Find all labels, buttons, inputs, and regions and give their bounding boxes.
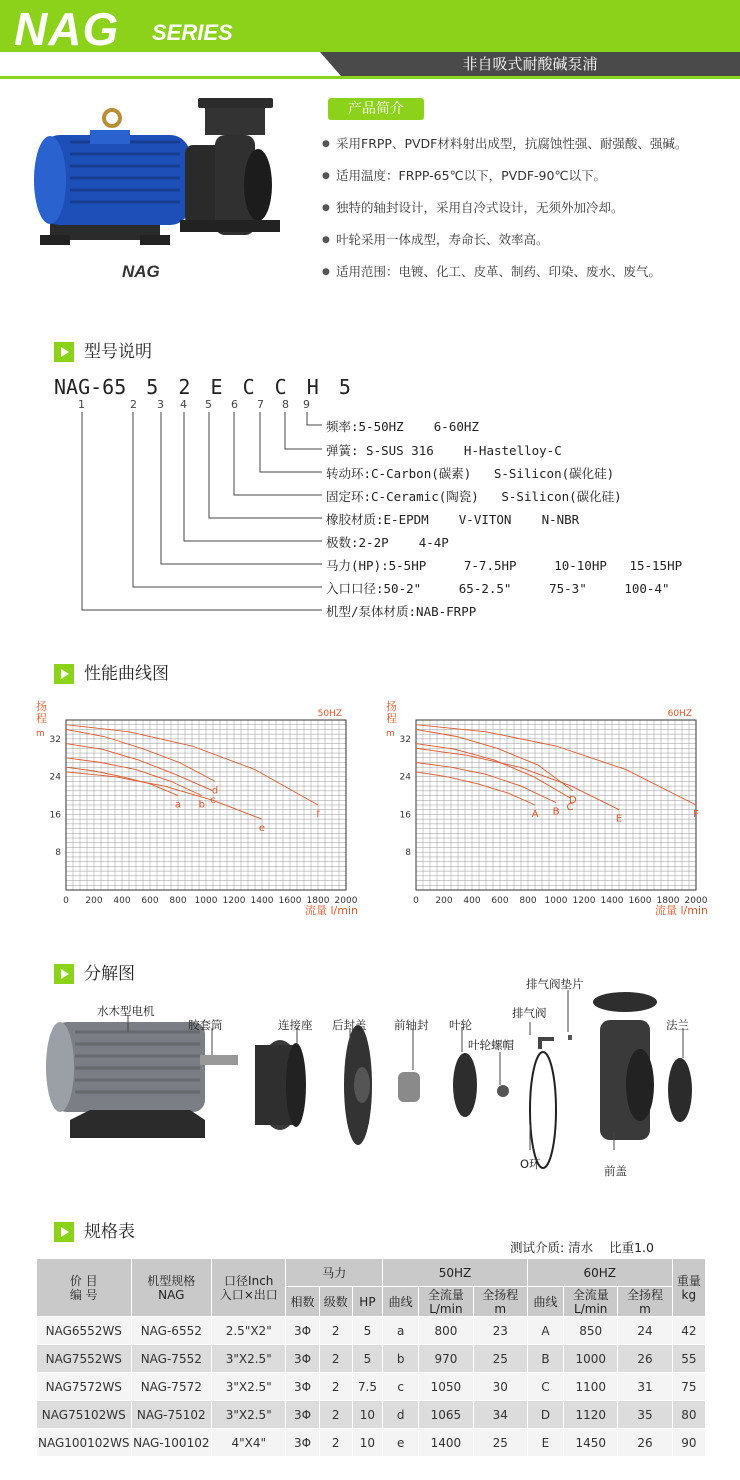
table-cell: a (383, 1317, 419, 1345)
model-code (54, 375, 351, 399)
pump-image (30, 90, 280, 270)
table-cell: 2 (319, 1401, 352, 1429)
x-tick-label: 1600 (628, 896, 652, 906)
curve-label: a (174, 799, 182, 811)
table-cell: 3"X2.5" (212, 1345, 286, 1373)
y-tick-label: 32 (399, 734, 411, 745)
y-axis-label: 扬 (386, 700, 397, 713)
section-title: 分解图 (84, 964, 135, 984)
x-tick-label: 1000 (544, 896, 568, 906)
y-tick-label: 32 (49, 734, 61, 745)
model-part: E (210, 375, 223, 399)
header-50hz: 50HZ (383, 1259, 528, 1287)
play-icon (54, 1222, 74, 1242)
model-part: H (306, 375, 319, 399)
x-tick-label: 1400 (250, 896, 274, 906)
curve-label: d (211, 785, 219, 797)
y-tick-label: 16 (399, 810, 411, 821)
position-number: 7 (257, 398, 264, 411)
x-tick-label: 200 (85, 896, 103, 906)
header-flow: 全流量 L/min (564, 1287, 618, 1317)
table-cell: NAG-7572 (131, 1373, 211, 1401)
position-number: 6 (231, 398, 238, 411)
header-curve: 曲线 (383, 1287, 419, 1317)
series-logo: NAG (14, 3, 120, 55)
label-motor: 水木型电机 (97, 1004, 155, 1018)
table-cell: B (527, 1345, 563, 1373)
intro-badge: 产品简介 (328, 98, 424, 120)
label-rear-cover: 后封盖 (332, 1018, 367, 1032)
header-model: 机型规格 NAG (131, 1259, 211, 1317)
table-cell: A (527, 1317, 563, 1345)
table-cell: b (383, 1345, 419, 1373)
model-part: NAG-65 (54, 375, 127, 399)
table-cell: 1120 (564, 1401, 618, 1429)
table-cell: 10 (352, 1401, 382, 1429)
model-desc-line: 弹簧: S-SUS 316 H-Hastelloy-C (326, 443, 562, 458)
table-cell: c (383, 1373, 419, 1401)
table-cell: 80 (672, 1401, 705, 1429)
table-cell: NAG-100102 (131, 1429, 211, 1457)
table-cell: 42 (672, 1317, 705, 1345)
header-flow: 全流量 L/min (419, 1287, 473, 1317)
table-cell: 2 (319, 1429, 352, 1457)
intro-list (322, 136, 732, 296)
table-cell: 1400 (419, 1429, 473, 1457)
label-sleeve: 胶套筒 (188, 1018, 223, 1032)
curve-label: B (552, 806, 560, 818)
table-cell: 75 (672, 1373, 705, 1401)
table-cell: E (527, 1429, 563, 1457)
table-cell: NAG-6552 (131, 1317, 211, 1345)
table-cell: 35 (618, 1401, 672, 1429)
y-axis-label: 程 (36, 712, 47, 725)
performance-chart-50hz (28, 696, 368, 926)
model-part: 2 (178, 375, 191, 399)
curve-label: D (568, 794, 577, 806)
x-tick-label: 1200 (222, 896, 246, 906)
x-axis-label: 流量 l/min (304, 904, 358, 917)
model-desc-line: 频率:5-50HZ 6-60HZ (326, 419, 479, 434)
table-cell: 55 (672, 1345, 705, 1373)
play-icon (54, 342, 74, 362)
chart-title: 50HZ (317, 709, 342, 719)
table-cell: 24 (618, 1317, 672, 1345)
x-tick-label: 1400 (600, 896, 624, 906)
table-cell: NAG75102WS (37, 1401, 132, 1429)
header-poles: 级数 (319, 1287, 352, 1317)
table-cell: e (383, 1429, 419, 1457)
y-tick-label: 8 (55, 848, 61, 859)
header-phase: 相数 (286, 1287, 319, 1317)
model-desc-line: 极数:2-2P 4-4P (326, 535, 449, 550)
label-impeller-nut: 叶轮螺帽 (468, 1038, 514, 1052)
table-row (37, 1373, 706, 1401)
position-number: 1 (78, 398, 85, 411)
model-desc-line: 转动环:C-Carbon(碳素) S-Silicon(碳化硅) (326, 466, 615, 481)
table-cell: 7.5 (352, 1373, 382, 1401)
label-connector: 连接座 (278, 1018, 313, 1032)
table-cell: 3"X2.5" (212, 1373, 286, 1401)
table-cell: 5 (352, 1345, 382, 1373)
y-axis-label: 程 (386, 712, 397, 725)
label-impeller: 叶轮 (449, 1018, 472, 1032)
label-flange: 法兰 (666, 1018, 689, 1032)
curve-label: f (316, 809, 320, 820)
x-tick-label: 1200 (572, 896, 596, 906)
subtitle: 非自吸式耐酸碱泵浦 (462, 55, 598, 73)
y-tick-label: 24 (49, 772, 61, 783)
model-part: 5 (338, 375, 351, 399)
table-cell: 2.5"X2" (212, 1317, 286, 1345)
table-cell: 23 (473, 1317, 527, 1345)
table-cell: 3Φ (286, 1401, 319, 1429)
position-number: 3 (157, 398, 164, 411)
model-part: 5 (146, 375, 159, 399)
table-cell: NAG6552WS (37, 1317, 132, 1345)
table-cell: 3Φ (286, 1429, 319, 1457)
table-cell: 31 (618, 1373, 672, 1401)
table-cell: 1000 (564, 1345, 618, 1373)
table-cell: 1050 (419, 1373, 473, 1401)
table-cell: 26 (618, 1429, 672, 1457)
model-part: C (274, 375, 287, 399)
table-cell: 25 (473, 1345, 527, 1373)
model-desc-line: 橡胶材质:E-EPDM V-VITON N-NBR (326, 512, 580, 527)
curve-label: C (566, 801, 574, 813)
position-number: 9 (303, 398, 310, 411)
curve-label: F (693, 809, 699, 820)
table-cell: D (527, 1401, 563, 1429)
model-desc-line: 固定环:C-Ceramic(陶瓷) S-Silicon(碳化硅) (326, 489, 622, 504)
x-tick-label: 600 (491, 896, 509, 906)
x-tick-label: 0 (413, 896, 419, 906)
position-number: 4 (180, 398, 187, 411)
table-cell: 800 (419, 1317, 473, 1345)
label-o-ring: O环 (520, 1157, 541, 1171)
table-cell: 34 (473, 1401, 527, 1429)
y-tick-label: 8 (405, 848, 411, 859)
section-title: 型号说明 (84, 342, 152, 362)
position-number: 5 (205, 398, 212, 411)
chart-title: 60HZ (667, 709, 692, 719)
x-axis-label: 流量 l/min (654, 904, 708, 917)
intro-item: ● 适用温度：FRPP-65℃以下，PVDF-90℃以下。 (322, 168, 732, 200)
x-tick-label: 2000 (334, 896, 358, 906)
table-cell: 2 (319, 1317, 352, 1345)
table-cell: 1450 (564, 1429, 618, 1457)
table-cell: NAG7572WS (37, 1373, 132, 1401)
header-divider (0, 76, 740, 79)
model-desc-line: 机型/泵体材质:NAB-FRPP (326, 604, 477, 619)
table-cell: d (383, 1401, 419, 1429)
performance-chart-60hz (378, 696, 718, 926)
y-tick-label: 24 (399, 772, 411, 783)
label-front-seal: 前轴封 (394, 1018, 429, 1032)
curve-label: A (531, 809, 539, 820)
x-tick-label: 800 (519, 896, 537, 906)
table-cell: 4"X4" (212, 1429, 286, 1457)
curve-label: b (198, 799, 205, 811)
curve-label: E (615, 813, 623, 825)
model-desc-line: 马力(HP):5-5HP 7-7.5HP 10-10HP 15-15HP (326, 558, 683, 573)
label-vent-valve: 排气阀 (512, 1006, 547, 1020)
table-cell: 2 (319, 1345, 352, 1373)
table-cell: 2 (319, 1373, 352, 1401)
header-hp-group: 马力 (286, 1259, 383, 1287)
curve-label: e (258, 823, 266, 835)
series-logo-sub: SERIES (152, 20, 233, 45)
y-axis-label: 扬 (36, 700, 47, 713)
table-cell: 26 (618, 1345, 672, 1373)
exploded-view-diagram (0, 960, 740, 1200)
header-head: 全扬程 m (618, 1287, 672, 1317)
table-cell: 30 (473, 1373, 527, 1401)
header-item-no: 价 目 编 号 (37, 1259, 132, 1317)
intro-item: ● 采用FRPP、PVDF材料射出成型，抗腐蚀性强、耐强酸、强碱。 (322, 136, 732, 168)
x-tick-label: 2000 (684, 896, 708, 906)
table-cell: 1065 (419, 1401, 473, 1429)
table-cell: NAG100102WS (37, 1429, 132, 1457)
label-vent-gasket: 排气阀垫片 (526, 977, 584, 991)
header-hp: HP (352, 1287, 382, 1317)
x-tick-label: 1600 (278, 896, 302, 906)
test-medium-note: 测试介质: 清水 比重1.0 (510, 1240, 654, 1255)
position-number: 8 (282, 398, 289, 411)
table-cell: 3Φ (286, 1345, 319, 1373)
play-icon (54, 664, 74, 684)
header-weight: 重量 kg (672, 1259, 705, 1317)
table-cell: 3Φ (286, 1317, 319, 1345)
header-accent (320, 44, 740, 52)
x-tick-label: 200 (435, 896, 453, 906)
table-row (37, 1429, 706, 1457)
curve-label: c (210, 794, 216, 806)
table-row (37, 1345, 706, 1373)
label-front-cover: 前盖 (604, 1164, 627, 1178)
table-cell: 3Φ (286, 1373, 319, 1401)
table-cell: 90 (672, 1429, 705, 1457)
intro-item: ● 独特的轴封设计，采用自冷式设计，无须外加冷却。 (322, 200, 732, 232)
position-number: 2 (130, 398, 137, 411)
y-tick-label: 16 (49, 810, 61, 821)
table-cell: NAG-7552 (131, 1345, 211, 1373)
model-part: C (242, 375, 255, 399)
table-cell: 850 (564, 1317, 618, 1345)
table-cell: 25 (473, 1429, 527, 1457)
x-tick-label: 0 (63, 896, 69, 906)
header-port: 口径Inch 入口×出口 (212, 1259, 286, 1317)
page-header (0, 0, 740, 80)
x-tick-label: 1800 (656, 896, 680, 906)
table-cell: 3"X2.5" (212, 1401, 286, 1429)
header-60hz: 60HZ (527, 1259, 672, 1287)
table-cell: 1100 (564, 1373, 618, 1401)
table-cell: C (527, 1373, 563, 1401)
section-title: 规格表 (84, 1222, 135, 1242)
x-tick-label: 600 (141, 896, 159, 906)
table-cell: 970 (419, 1345, 473, 1373)
x-tick-label: 400 (113, 896, 131, 906)
section-title: 性能曲线图 (84, 664, 169, 684)
table-row (37, 1317, 706, 1345)
curve-d (66, 729, 215, 781)
intro-item: ● 适用范围：电镀、化工、皮革、制药、印染、废水、废气。 (322, 264, 732, 296)
x-tick-label: 400 (463, 896, 481, 906)
y-axis-unit: m (386, 729, 395, 739)
table-cell: 5 (352, 1317, 382, 1345)
table-cell: 10 (352, 1429, 382, 1457)
x-tick-label: 800 (169, 896, 187, 906)
header-curve: 曲线 (527, 1287, 563, 1317)
x-tick-label: 1000 (194, 896, 218, 906)
spec-table (36, 1258, 706, 1457)
header-head: 全扬程 m (473, 1287, 527, 1317)
table-cell: NAG-75102 (131, 1401, 211, 1429)
intro-item: ● 叶轮采用一体成型，寿命长、效率高。 (322, 232, 732, 264)
pump-caption: NAG (122, 262, 160, 281)
y-axis-unit: m (36, 729, 45, 739)
x-tick-label: 1800 (306, 896, 330, 906)
model-desc-line: 入口口径:50-2" 65-2.5" 75-3" 100-4" (326, 581, 670, 596)
table-cell: NAG7552WS (37, 1345, 132, 1373)
table-row (37, 1401, 706, 1429)
